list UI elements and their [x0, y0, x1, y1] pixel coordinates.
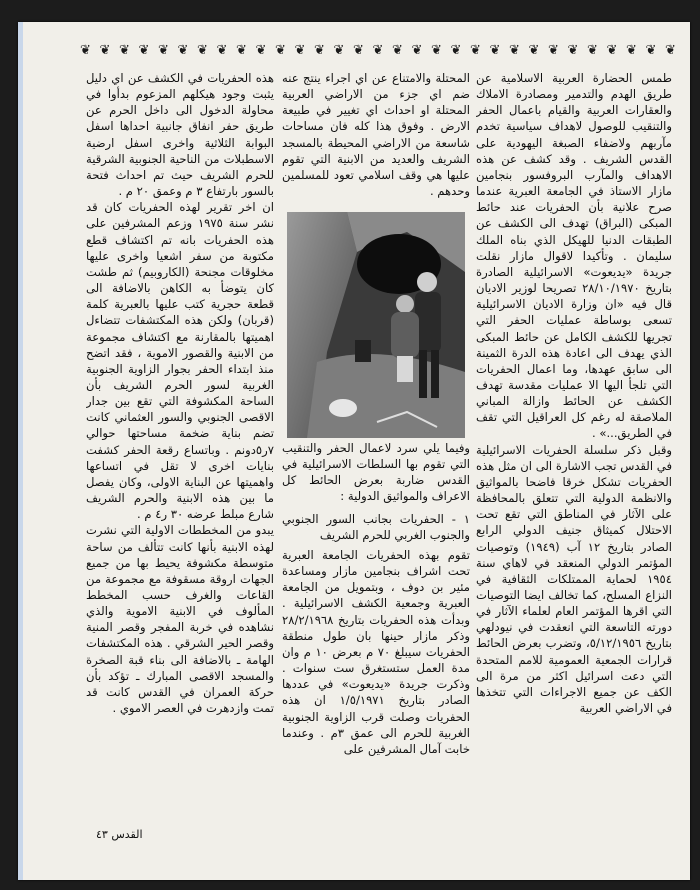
- ornament-icon: ❦: [548, 43, 559, 58]
- page-footer: القدس ٤٣: [96, 828, 143, 841]
- ornament-icon: ❦: [197, 43, 208, 58]
- ornament-icon: ❦: [587, 43, 598, 58]
- ornament-icon: ❦: [158, 43, 169, 58]
- ornament-icon: ❦: [177, 43, 189, 58]
- ornament-icon: ❦: [645, 43, 657, 58]
- column-left: [86, 70, 274, 830]
- ornament-icon: ❦: [411, 43, 423, 58]
- ornamental-border: [78, 44, 678, 60]
- ornament-icon: ❦: [138, 43, 150, 58]
- paragraph: تقوم بهذه الحفريات الجامعة العبرية تحت اشراف بنجامين مازار ومساعدة مئير بن دوف ، وبتمويل من الجامعة العبرية وجمعية الكشف الاسرائيلية . وبدأت هذه الحفريات بتاريخ ٢٨/٢/١٩٦٨ وذكر مازار حينها بان طول منطقة الحفريات سيبلغ ٧٠ م بعرض ١٠ م وان مدة العمل ستستغرق ست سنوات . وذكرت جريدة «يديعوت» في عددها الصادر بتاريخ ١/٥/١٩٧١ ان هذه الحفريات وصلت قرب الزاوية الجنوبية الغربية للحرم الى عمق ٣م . وعندما خابت آمال المشرفين على: [282, 547, 470, 756]
- paragraph: طمس الحضارة العربية الاسلامية عن طريق الهدم والتدمير ومصادرة الاملاك والعقارات العربية والقيام باعمال الحفر والتنقيب للوصول لاهداف سياسية تخدم مآربهم ولاضفاء الصبغة اليهودية على القدس الشريف . وقد كشف عن هذه الاهداف والمآرب البروفسور بنجامين مازار الاستاذ في الجامعة العبرية عندما صرح علانية بأن الحفريات عند حائط المبكى (البراق) تهدف الى الكشف عن الطبقات الدنيا للهيكل الذي بناه الملك سليمان . وتأكيدا لاقوال مازار نقلت جريدة «يديعوت» الاسرائيلية الصادرة بتاريخ ٢٨/١٠/١٩٧٠ تصريحا لوزير الاديان قال فيه «ان وزارة الاديان الاسرائيلية تسعى بوساطة عمليات الحفر التي تجريها للكشف الكامل عن حائط المبكى الذي يهدف الى اعادة هذه الدرة الثمينة الى سابق عهدها، وما اعمال الحفريات التي تلجأ اليها الا عمليات مقدسة تهدف الكشف عن الحائط وازالة المباني الملاصقة له رغم كل العراقيل التي تقف في الطريق...» .: [476, 71, 672, 441]
- ornament-icon: ❦: [236, 43, 247, 58]
- ornament-icon: ❦: [119, 43, 130, 58]
- paragraph: وفيما يلي سرد لاعمال الحفر والتنقيب التي تقوم بها السلطات الاسرائيلية في القدس ضاربة بعرض الحائط كل الاعراف والمواثيق الدولية :: [282, 441, 470, 504]
- ornament-icon: ❦: [509, 43, 520, 58]
- ornament-icon: ❦: [372, 43, 384, 58]
- ornament-icon: ❦: [80, 43, 91, 58]
- ornament-icon: ❦: [450, 43, 462, 58]
- ornament-icon: ❦: [99, 43, 111, 58]
- ornament-icon: ❦: [431, 43, 442, 58]
- ornament-icon: ❦: [314, 43, 325, 58]
- ornament-icon: ❦: [216, 43, 228, 58]
- section-heading: ١ - الحفريات بجانب السور الجنوبي والجنوب الغربي للحرم الشريف: [282, 511, 470, 542]
- ornament-icon: ❦: [567, 43, 579, 58]
- ornament-icon: ❦: [392, 43, 403, 58]
- paragraph: ان اخر تقرير لهذه الحفريات كان قد نشر سنة ١٩٧٥ وزعم المشرفين على هذه الحفريات بانه تم اكتشاف قطع مكتوبة من سفر اشعيا واخرى عليها مخلوقات مجنحة (الكاروبيم) ثم طشت كان يتوضأ به الكاهن بالاضافة الى قطعة حجرية كتب عليها بالعبرية كلمة (قربان) ولكن هذه المكتشفات تتضاءل اهميتها بالمقارنة مع اكتشاف مجموعة من الابنية والقصور الاموية ، فقد اتضح منذ ابتداء الحفر بجوار الزاوية الجنوبية الغربية لسور الحرم الشريف بأن الساحة المكشوفة التي تقع بين جدار الاقصى الجنوبي والسور العثماني كانت تضم بناية ضخمة مساحتها حوالي ٧ر٥دونم . وباتساع رقعة الحفر كشفت بنايات اخرى لا تقل في اتساعها واهميتها عن البناية الاولى، وكان يفصل ما بين هذه الابنية والحرم الشريف شارع مبلط عرضه ٣٠ ر٤ م .: [86, 200, 274, 522]
- ornament-icon: ❦: [275, 43, 286, 58]
- paragraph: وقبل ذكر سلسلة الحفريات الاسرائيلية في القدس تجب الاشارة الى ان مثل هذه الحفريات تشكل خرقا فاضحا بالمواثيق والانظمة الدولية التي تتعلق بالمحافظة على الآثار في المناطق التي تقع تحت الاحتلال كميثاق جنيف الدولي الرابع الصادر بتاريخ ١٢ آب (١٩٤٩) وتوصيات المؤتمر الدولي المنعقد في لاهاي سنة ١٩٥٤ لحماية الممتلكات الثقافية في النزاع المسلح، كما تخالف ايضا التوصيات التي اقرها المؤتمر العام لعلماء الآثار في دورته التاسعة التي انعقدت في نيودلهي بتاريخ ٥/١٢/١٩٥٦، وتضرب بعرض الحائط قرارات الجمعية العمومية للامم المتحدة التي دعت اسرائيل اكثر من مرة الى الكف عن جميع الاجراءات التي تتخذها في الاراضي العربية: [476, 442, 672, 716]
- ornament-icon: ❦: [528, 43, 540, 58]
- ornament-icon: ❦: [626, 43, 637, 58]
- column-right: [476, 70, 672, 830]
- ornament-icon: ❦: [665, 43, 676, 58]
- ornament-icon: ❦: [353, 43, 364, 58]
- ornament-icon: ❦: [606, 43, 618, 58]
- paragraph: يبدو من المخططات الاولية التي نشرت لهذه الابنية بأنها كانت تتألف من ساحة متوسطة مكشوفة يحيط بها من جميع الجهات اروقة مسقوفة مع مجموعة من القاعات والغرف حسب المخطط المألوف في الابنية الاموية والذي نشاهده في خربة المفجر وقصر المنية وقصر الحير الشرقي . هذه المكتشفات الهامة ـ بالاضافة الى بناء قبة الصخرة والمسجد الاقصى المبارك ـ تؤكد بأن حركة العمران في القدس كانت قد تمت وازدهرت في العصر الاموي .: [86, 523, 274, 716]
- excavation-photo: [287, 212, 465, 438]
- page-spine-edge: [18, 22, 23, 880]
- ornament-icon: ❦: [333, 43, 345, 58]
- ornament-icon: ❦: [294, 43, 306, 58]
- paragraph: المحتلة والامتناع عن اي اجراء ينتج عنه ضم اي جزء من الاراضي العربية المحتلة او احداث اي تغيير في طبيعة الارض . وفوق هذا كله فان مساحات شاسعة من الاراضي المحيطة بالمسجد الشريف والعديد من الابنية التي تقوم عليها هي وقف اسلامي تعود للمسلمين وحدهم .: [282, 71, 470, 199]
- column-middle-lower: [282, 440, 470, 830]
- ornament-icon: ❦: [255, 43, 267, 58]
- column-middle-upper: [282, 70, 470, 210]
- ornament-icon: ❦: [489, 43, 501, 58]
- paragraph: هذه الحفريات في الكشف عن اي دليل يثبت وجود هيكلهم المزعوم بدأوا في محاولة الدخول الى داخل الحرم عن طريق حفر انفاق جانبية احداها اسفل البوابة الثلاثية واخرى اسفل ارضية الاسطبلات من الناحية الجنوبية الشرقية للحرم الشريف حيث تم احداث فتحة بالسور بارتفاع ٣ م وعمق ٢٠ م .: [86, 71, 274, 199]
- ornament-icon: ❦: [470, 43, 481, 58]
